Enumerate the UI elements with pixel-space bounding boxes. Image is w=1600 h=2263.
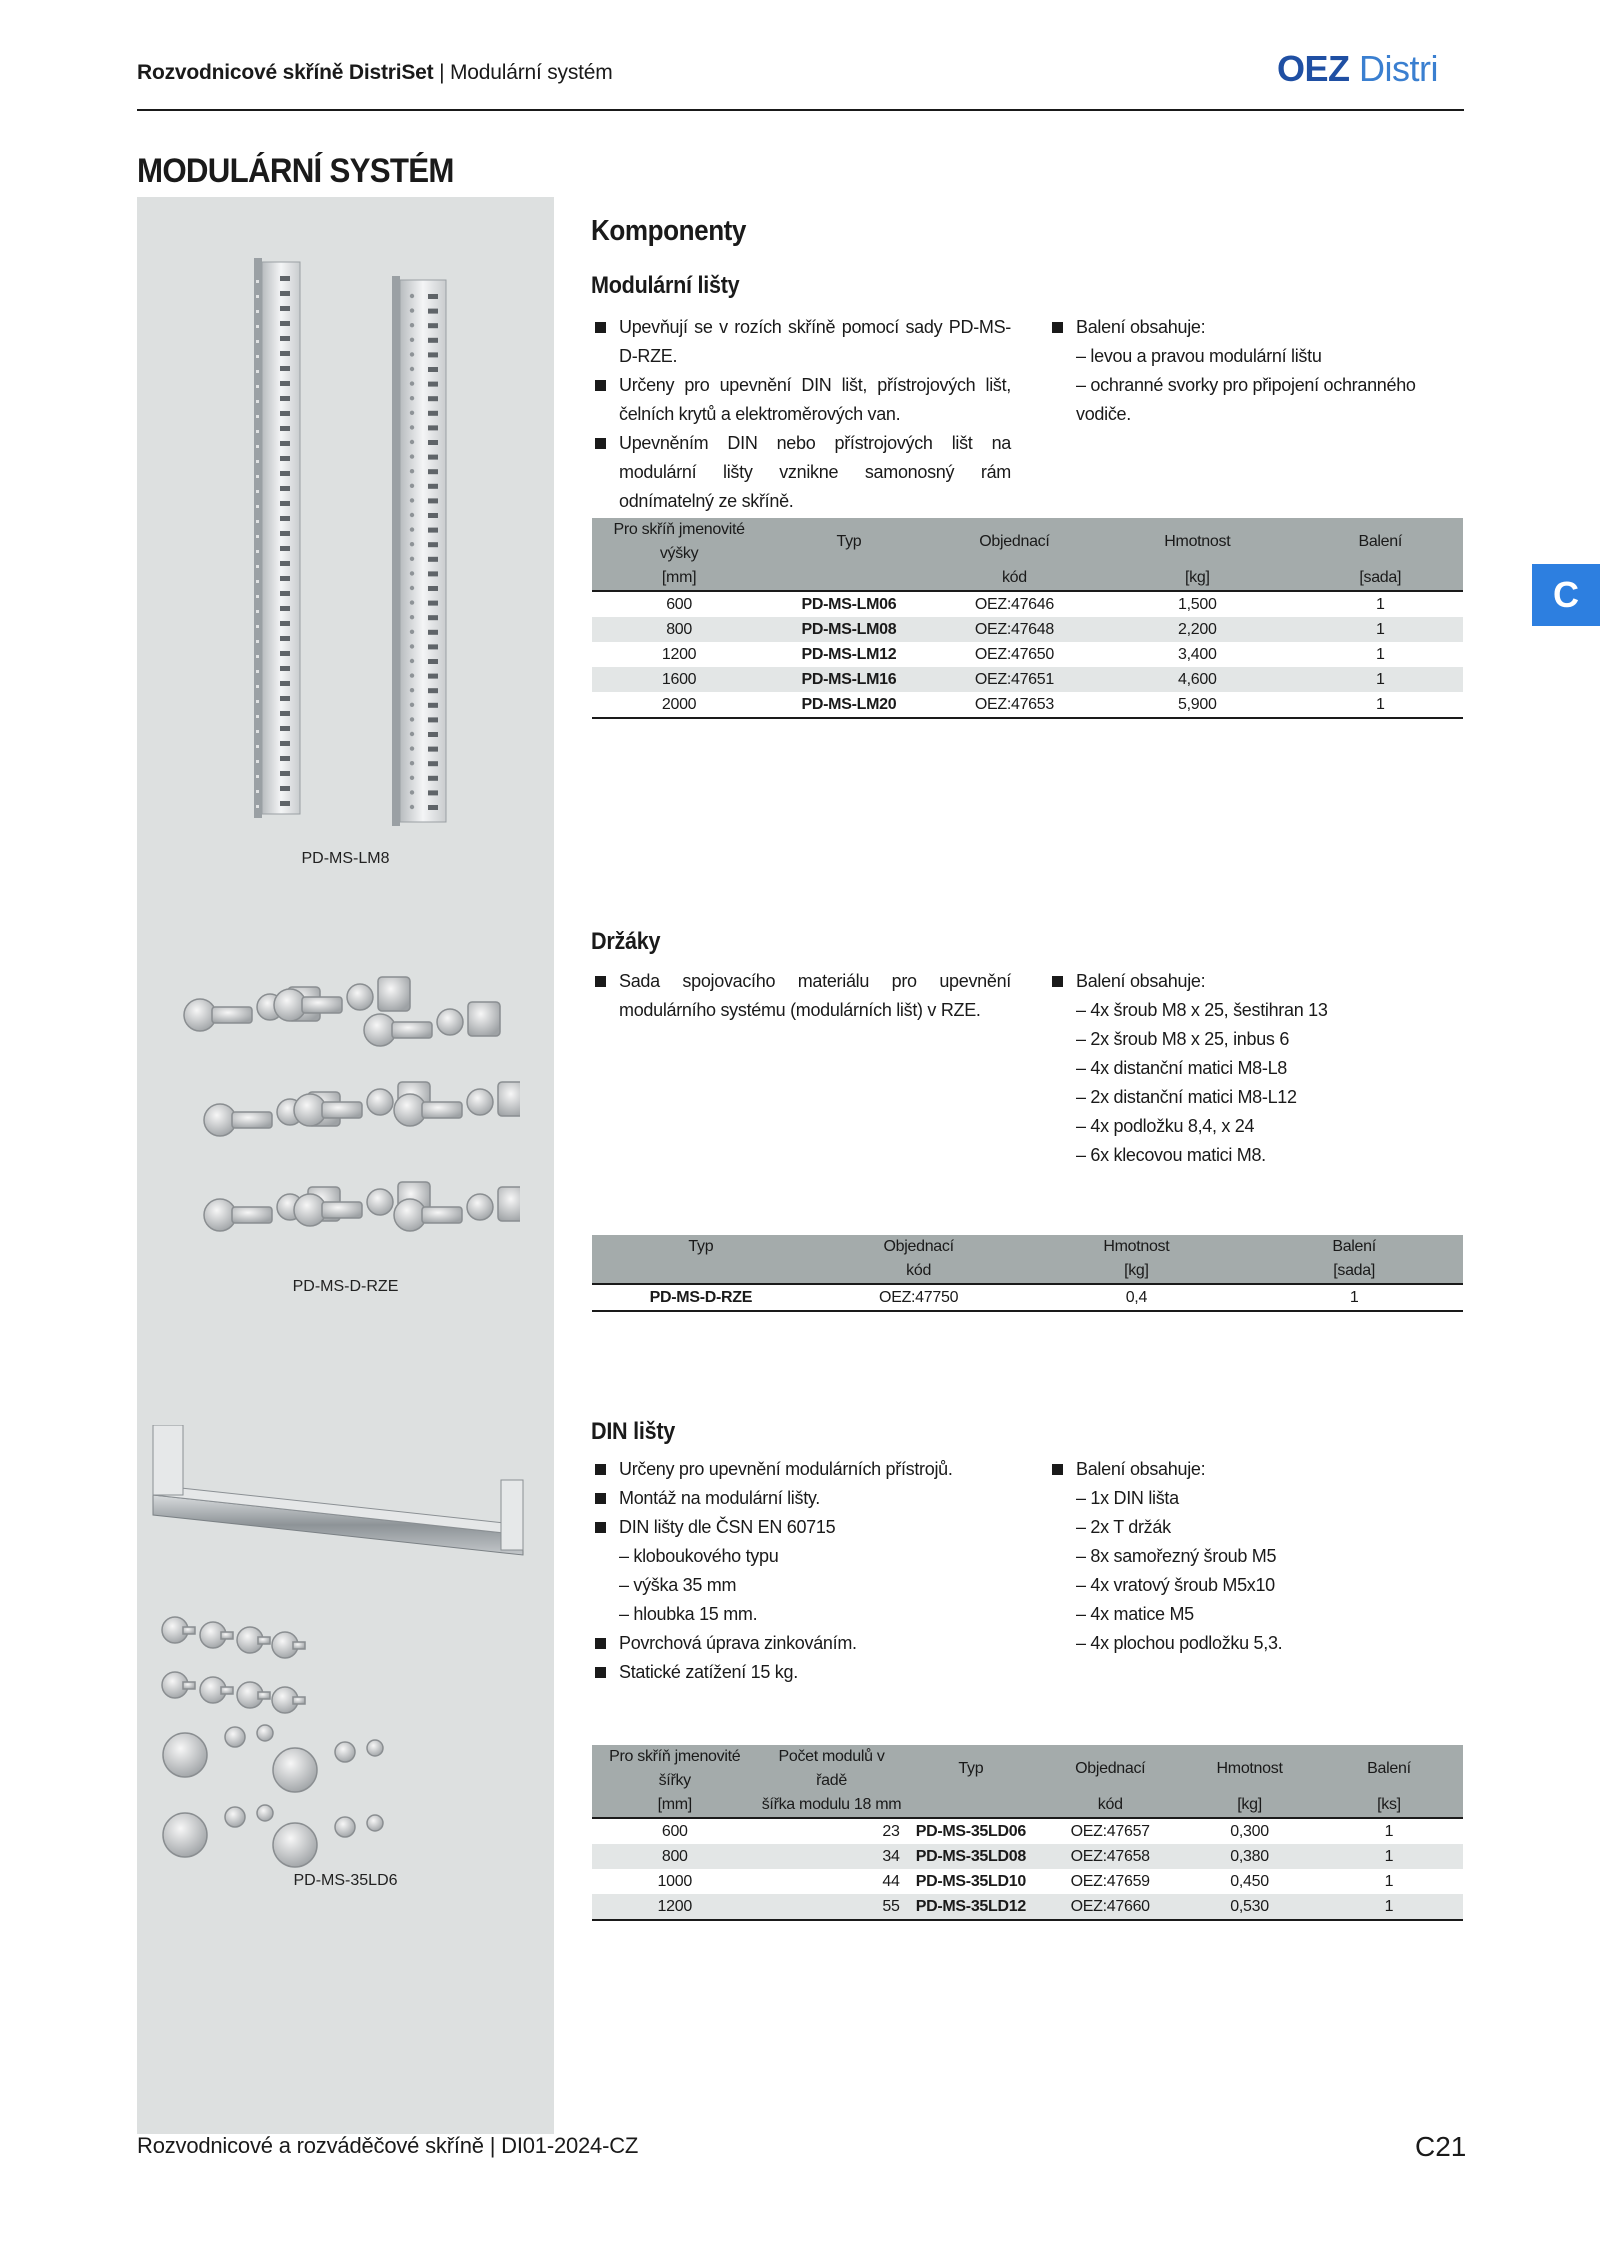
table-cell: OEZ:47650 [974,646,1054,663]
header-title [137,61,613,85]
table-cell: 1 [1375,646,1385,663]
page-title: MODULÁRNÍ SYSTÉM [137,152,454,190]
table-cell: 1600 [592,667,766,692]
table-row [592,667,1463,692]
table-cell: PD-MS-LM12 [801,646,897,663]
table-row [592,591,1463,617]
column-header: Počet modulů v řadě [757,1745,905,1793]
column-unit: [ks] [1315,1793,1463,1818]
column-unit: kód [1036,1793,1184,1818]
list-item: Upevňují se v rozích skříně pomocí sady PD-MS-D-RZE. [591,313,1011,371]
table-cell: 1 [1297,617,1463,642]
column-unit: [mm] [592,566,766,591]
list-item: – levou a pravou modulární lištu [1076,346,1322,366]
column-header: Objednací [810,1235,1028,1259]
table-header-row [592,1235,1463,1259]
table-cell: 1 [1384,1873,1394,1890]
column-header: Typ [592,1235,810,1259]
table-cell: PD-MS-D-RZE [592,1284,810,1311]
list-item: Balení obsahuje: [1048,313,1468,342]
list-item: – 4x matice M5 [1076,1604,1194,1624]
column-header: Objednací [932,518,1097,566]
column-unit: kód [810,1259,1028,1284]
table-cell: OEZ:47750 [810,1284,1028,1311]
list-item: Statické zatížení 15 kg. [591,1658,1011,1687]
logo-oez: OEZ [1277,48,1350,89]
modular-rails-features [591,313,1011,516]
table-row [592,1869,1463,1894]
column-unit: [mm] [592,1793,757,1818]
table-header-row [592,566,1463,591]
table-cell: PD-MS-35LD06 [915,1823,1026,1840]
table-cell: OEZ:47658 [1036,1844,1184,1869]
table-row [592,1894,1463,1920]
table-cell: 34 [757,1844,905,1869]
table-row [592,617,1463,642]
table-cell: PD-MS-LM06 [801,596,897,613]
list-item: Sada spojovacího materiálu pro upevnění modulárního systému (modulárních lišt) v RZE. [591,967,1011,1025]
list-item: – 8x samořezný šroub M5 [1076,1546,1277,1566]
list-item: – 2x distanční matici M8-L12 [1076,1087,1297,1107]
table-cell: 600 [666,596,692,613]
table-cell: OEZ:47657 [1070,1823,1150,1840]
table-cell: 1 [1297,667,1463,692]
section-heading-komponenty: Komponenty [591,215,746,247]
table-cell: 800 [592,617,766,642]
table-cell: 0,530 [1184,1894,1315,1920]
table-row [592,642,1463,667]
logo-distri: Distri [1359,48,1439,89]
din-rails-features [591,1455,1011,1687]
table-cell: OEZ:47653 [932,692,1097,718]
section-tab-c[interactable]: C [1532,564,1600,626]
list-item: Povrchová úprava zinkováním. [591,1629,1011,1658]
list-item: Určeny pro upevnění DIN lišt, přístrojových lišt, čelních krytů a elektroměrových van. [591,371,1011,429]
list-item: Montáž na modulární lišty. [591,1484,1011,1513]
list-item: – 4x distanční matici M8-L8 [1076,1058,1287,1078]
table-header-row [592,1793,1463,1818]
list-item: – ochranné svorky pro připojení ochranného vodiče. [1076,375,1416,424]
table-cell: 0,300 [1230,1823,1269,1840]
modular-rails-package [1048,313,1468,429]
footer-text: Rozvodnicové a rozváděčové skříně | DI01-2024-CZ [137,2133,639,2158]
table-cell: 2,200 [1097,617,1297,642]
column-unit: kód [932,566,1097,591]
header-rule [137,109,1464,111]
table-cell: 5,900 [1097,692,1297,718]
modular-rails-image [240,250,460,830]
table-cell: OEZ:47646 [974,596,1054,613]
table-cell: 1 [1297,692,1463,718]
table-cell: 1 [1375,596,1385,613]
table-header-row [592,518,1463,566]
table-cell: 1200 [661,646,697,663]
column-header: Typ [766,518,931,566]
list-item: – 4x šroub M8 x 25, šestihran 13 [1076,1000,1328,1020]
column-header: Hmotnost [1028,1235,1246,1259]
holders-features [591,967,1011,1025]
column-header: Hmotnost [1184,1745,1315,1793]
list-item: – 1x DIN lišta [1076,1488,1179,1508]
table-cell: 600 [661,1823,688,1840]
left-rail [254,258,300,818]
modular-rails-table [592,518,1463,719]
list-item: – 2x T držák [1076,1517,1171,1537]
list-item: Upevněním DIN nebo přístrojových lišt na modulární lišty vznikne samonosný rám odnímatelný ze skříně. [591,429,1011,516]
right-rail [392,276,446,826]
table-cell: OEZ:47651 [932,667,1097,692]
table-cell: 1 [1315,1894,1463,1920]
table-cell: 1 [1315,1844,1463,1869]
table-cell: 23 [882,1823,900,1840]
table-cell: PD-MS-LM08 [766,617,931,642]
table-cell: 1000 [657,1873,692,1890]
image-caption-d-rze: PD-MS-D-RZE [292,1278,399,1295]
table-cell: PD-MS-35LD10 [915,1873,1026,1890]
list-item: – výška 35 mm [619,1575,737,1595]
table-cell: 44 [882,1873,900,1890]
table-row [592,1818,1463,1844]
table-cell: 2000 [592,692,766,718]
column-unit: [kg] [1184,1793,1315,1818]
din-rail [153,1425,523,1555]
list-item: – 4x podložku 8,4, x 24 [1076,1116,1255,1136]
column-unit: [kg] [1028,1259,1246,1284]
table-cell: 55 [757,1894,905,1920]
holders-image [180,960,520,1260]
table-cell: OEZ:47648 [932,617,1097,642]
din-rails-package [1048,1455,1468,1658]
column-header: Typ [906,1745,1037,1793]
table-cell: 0,380 [1184,1844,1315,1869]
column-unit [766,566,931,591]
column-unit: šířka modulu 18 mm [757,1793,905,1818]
column-unit [592,1259,810,1284]
column-unit: [sada] [1245,1259,1463,1284]
list-item: – hloubka 15 mm. [619,1604,758,1624]
holders-package [1048,967,1468,1170]
column-unit: [sada] [1297,566,1463,591]
table-cell: PD-MS-35LD12 [906,1894,1037,1920]
header-title-separator: | [439,61,445,84]
column-header: Pro skříň jmenovité výšky [592,518,766,566]
column-header: Balení [1297,518,1463,566]
list-item: Balení obsahuje: [1048,1455,1468,1484]
din-rails-table [592,1745,1463,1921]
subsection-heading-holders: Držáky [591,928,661,955]
table-cell: 800 [592,1844,757,1869]
oez-distri-logo [1277,48,1438,90]
table-cell: 3,400 [1178,646,1217,663]
list-item: – 6x klecovou matici M8. [1076,1145,1266,1165]
column-header: Hmotnost [1097,518,1297,566]
table-cell: OEZ:47659 [1070,1873,1150,1890]
list-item: – 2x šroub M8 x 25, inbus 6 [1076,1029,1290,1049]
table-cell: 0,450 [1230,1873,1269,1890]
subsection-heading-modular-rails: Modulární lišty [591,272,740,299]
column-unit: [kg] [1097,566,1297,591]
table-cell: PD-MS-35LD08 [906,1844,1037,1869]
list-item: – kloboukového typu [619,1546,779,1566]
table-cell: PD-MS-LM16 [766,667,931,692]
column-unit [906,1793,1037,1818]
header-title-bold: Rozvodnicové skříně DistriSet [137,61,434,84]
table-cell: 4,600 [1097,667,1297,692]
column-header: Objednací [1036,1745,1184,1793]
table-cell: PD-MS-LM20 [766,692,931,718]
column-header: Pro skříň jmenovité šířky [592,1745,757,1793]
page-number: C21 [1415,2131,1467,2162]
column-header: Balení [1315,1745,1463,1793]
table-row [592,1284,1463,1311]
table-header-row [592,1745,1463,1793]
subsection-heading-din-rails: DIN lišty [591,1418,675,1445]
image-caption-35ld6: PD-MS-35LD6 [293,1872,398,1889]
list-item: Určeny pro upevnění modulárních přístrojů. [591,1455,1011,1484]
list-item: DIN lišty dle ČSN EN 60715 [591,1513,1011,1542]
table-row [592,692,1463,718]
table-cell: 1 [1384,1823,1394,1840]
table-cell: 0,4 [1028,1284,1246,1311]
list-item: Balení obsahuje: [1048,967,1468,996]
din-rail-image [145,1425,545,1885]
header-title-rest: Modulární systém [450,61,613,84]
table-cell: 1 [1245,1284,1463,1311]
table-cell: 1,500 [1178,596,1217,613]
table-header-row [592,1259,1463,1284]
table-cell: 1200 [592,1894,757,1920]
table-cell: OEZ:47660 [1036,1894,1184,1920]
list-item: – 4x vratový šroub M5x10 [1076,1575,1275,1595]
list-item: – 4x plochou podložku 5,3. [1076,1633,1283,1653]
image-caption-lm8: PD-MS-LM8 [301,850,390,867]
holders-table [592,1235,1463,1312]
table-row [592,1844,1463,1869]
column-header: Balení [1245,1235,1463,1259]
